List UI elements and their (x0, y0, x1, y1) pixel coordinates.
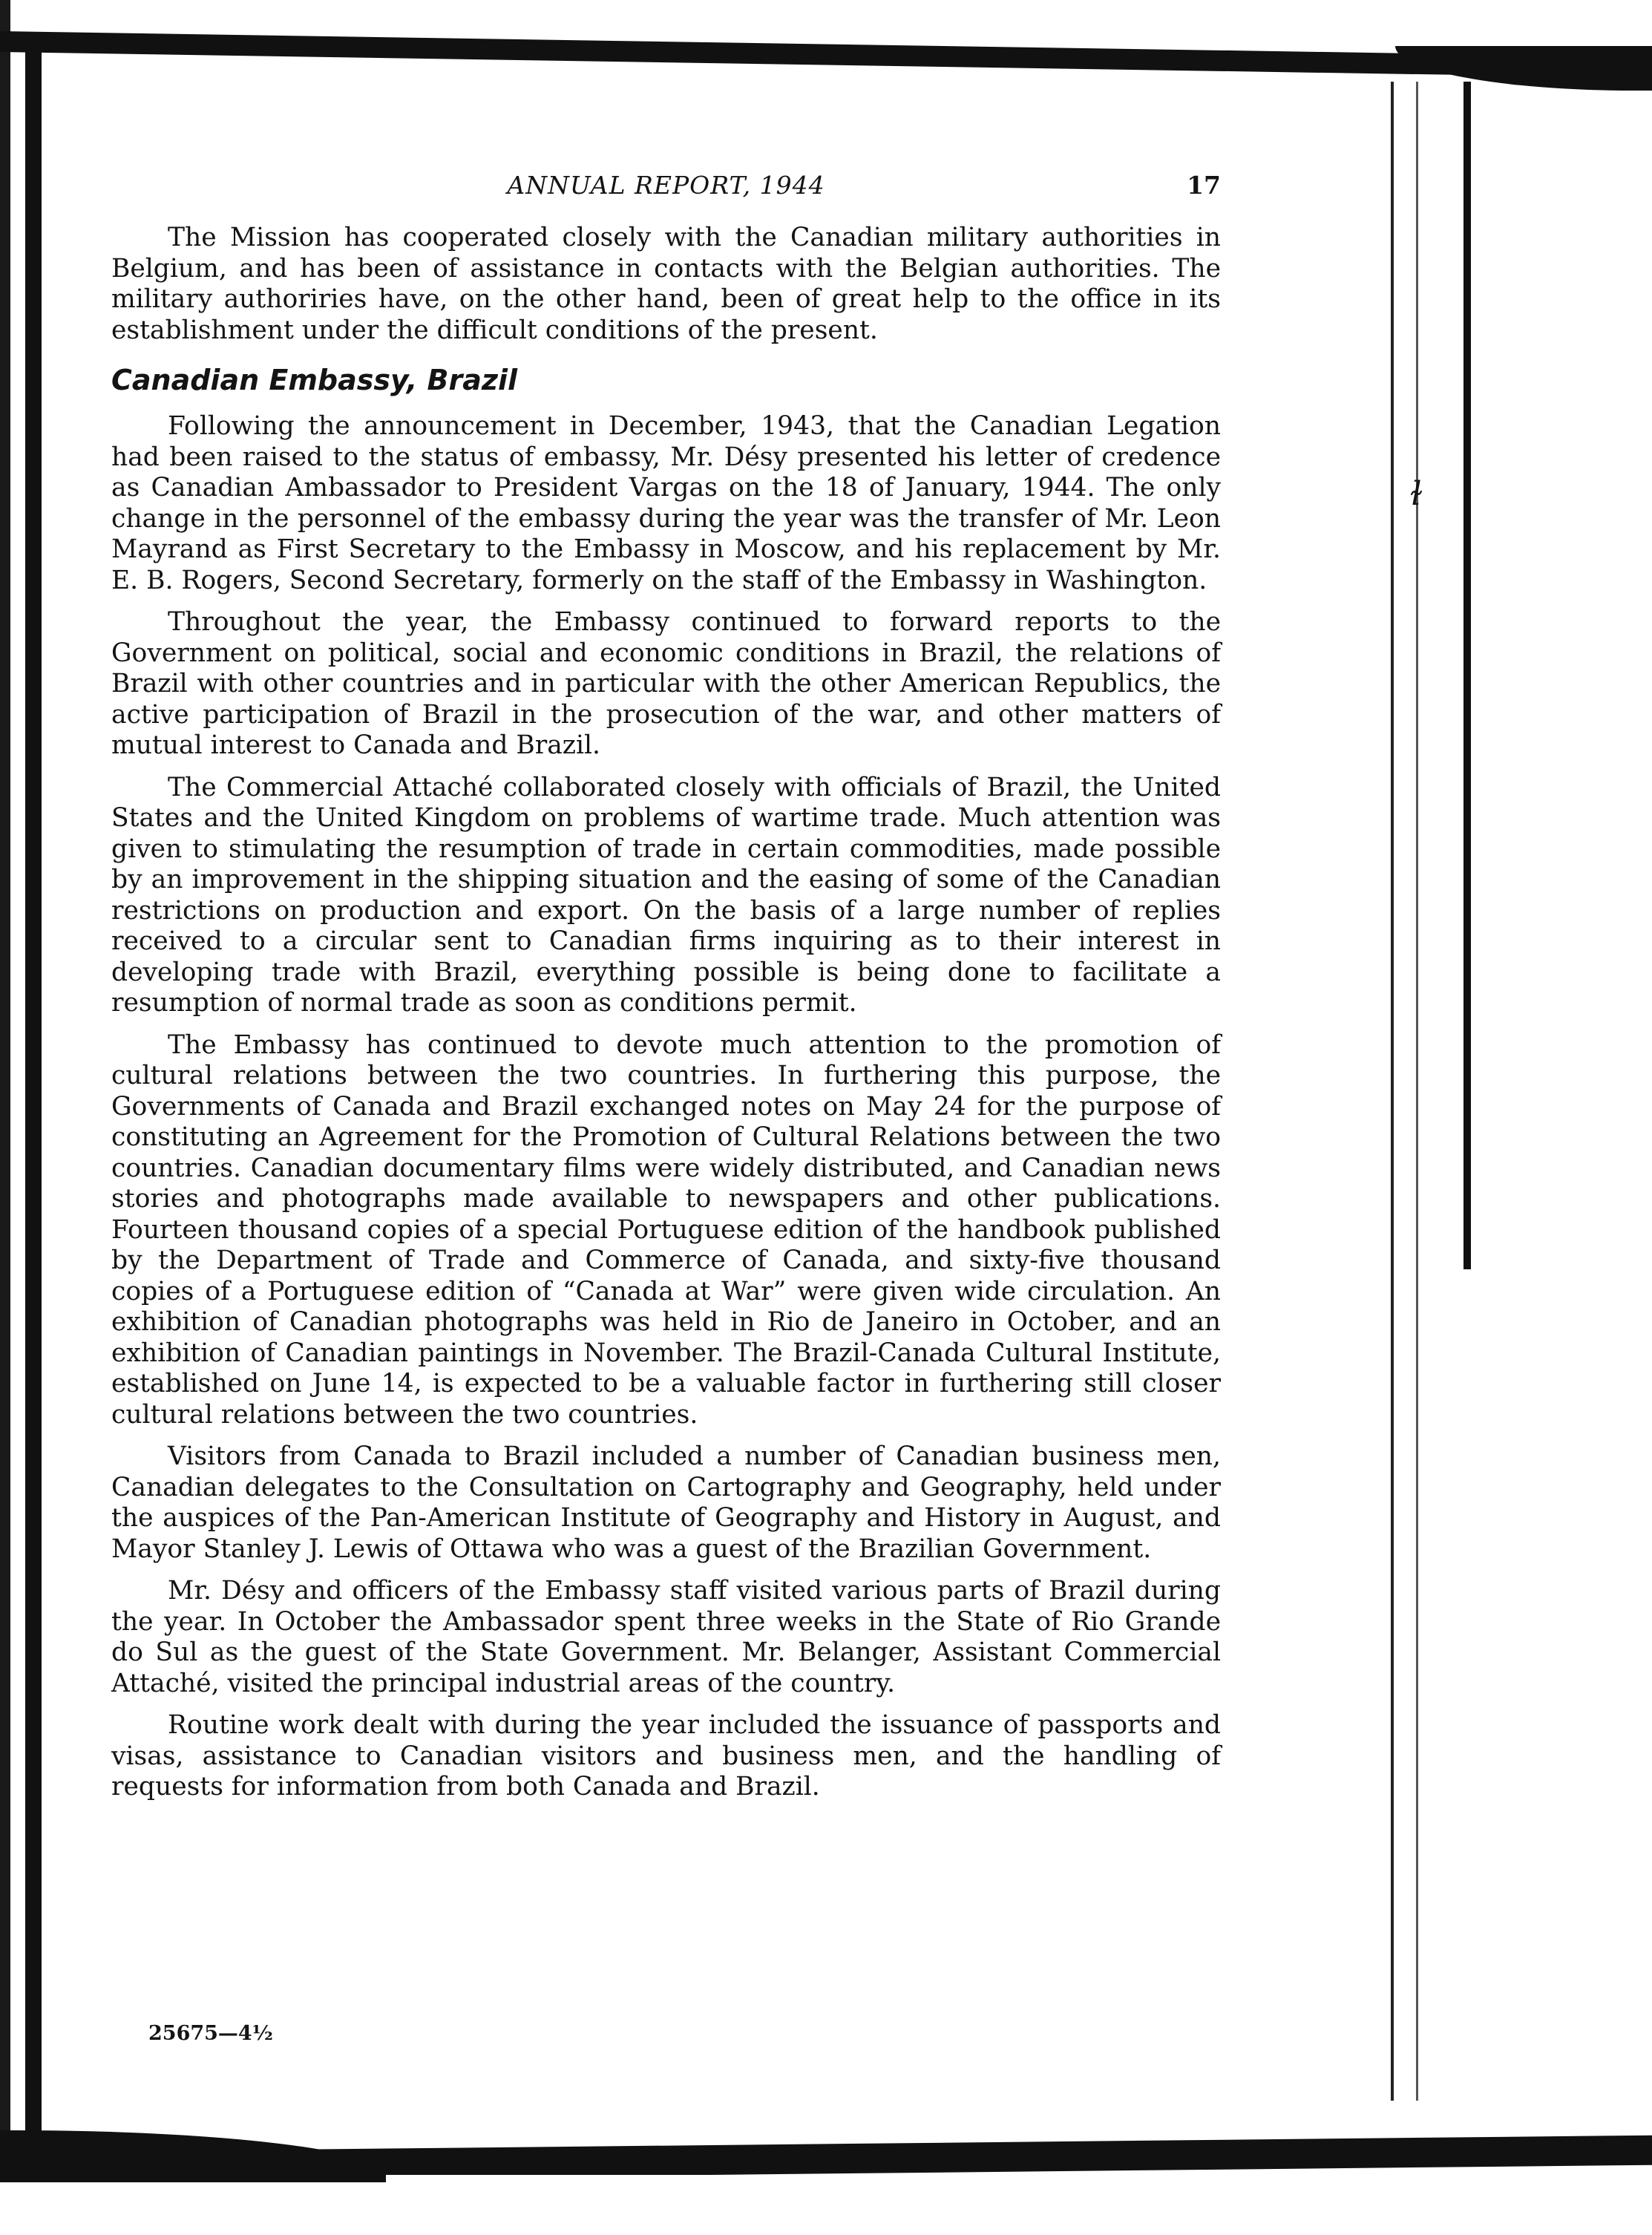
binding-border-left (25, 52, 42, 2175)
page-body (111, 223, 1221, 1814)
margin-rule-right (1391, 82, 1394, 2101)
paragraph-5: Visitors from Canada to Brazil included a number of Canadian business men, Canadian delegates to the Consultation on Cartography and Geography, held under the auspices of the Pan-American Institute of Geography and History in August, and Mayor Stanley J. Lewis of Ottawa who was a guest of the Brazilian Government. (111, 1442, 1221, 1564)
binding-border-top-curl (1395, 46, 1652, 91)
section-heading: Canadian Embassy, Brazil (111, 364, 518, 396)
binding-border-bottom-curl (0, 2130, 386, 2182)
margin-rule-right-thick (1463, 82, 1471, 1269)
margin-pen-mark: ɫ (1410, 475, 1423, 513)
paragraph-7: Routine work dealt with during the year included the issuance of passports and visas, assistance to Canadian visitors and business men, and the handling of requests for information from both Canada and Brazil. (111, 1710, 1221, 1802)
intro-paragraph: The Mission has cooperated closely with the Canadian military authorities in Belgium, and has been of assistance in contacts with the Belgian authorities. The military authoriries have, on the other hand, been of great help to the office in its establishment under the difficult conditions of the present. (111, 223, 1221, 345)
paragraph-3: The Commercial Attaché collaborated closely with officials of Brazil, the United States and the United Kingdom on problems of wartime trade. Much attention was given to stimulating the resumption of trade in certain commodities, made possible by an improvement in the shipping situation and the easing of some of the Canadian restrictions on production and export. On the basis of a large number of replies received to a circular sent to Canadian firms inquiring as to their interest in developing trade with Brazil, everything possible is being done to facilitate a resumption of normal trade as soon as conditions permit. (111, 772, 1221, 1018)
bottom-margin (0, 2175, 1652, 2235)
scan-edge-left (0, 0, 10, 2235)
paragraph-1: Following the announcement in December, 1943, that the Canadian Legation had been raised to the status of embassy, Mr. Désy presented his letter of credence as Canadian Ambassador to President Vargas on the 18 of January, 1944. The only change in the personnel of the embassy during the year was the transfer of Mr. Leon Mayrand as First Secretary to the Embassy in Moscow, and his replacement by Mr. E. B. Rogers, Second Secretary, formerly on the staff of the Embassy in Washington. (111, 411, 1221, 595)
page-header (111, 171, 1221, 215)
paragraph-6: Mr. Désy and officers of the Embassy staff visited various parts of Brazil during the year. In October the Ambassador spent three weeks in the State of Rio Grande do Sul as the guest of the State Government. Mr. Belanger, Assistant Commercial Attaché, visited the principal industrial areas of the country. (111, 1576, 1221, 1698)
page-number: 17 (1187, 171, 1221, 200)
running-head: ANNUAL REPORT, 1944 (507, 171, 825, 200)
margin-rule-right-faint (1416, 82, 1418, 2101)
printer-code: 25675—4½ (148, 2022, 273, 2045)
paragraph-2: Throughout the year, the Embassy continued to forward reports to the Government on political, social and economic conditions in Brazil, the relations of Brazil with other countries and in particular with the other American Republics, the active participation of Brazil in the prosecution of the war, and other matters of mutual interest to Canada and Brazil. (111, 607, 1221, 760)
paragraph-4: The Embassy has continued to devote much attention to the promotion of cultural relations between the two countries. In furthering this purpose, the Governments of Canada and Brazil exchanged notes on May 24 for the purpose of constituting an Agreement for the Promotion of Cultural Relations between the two countries. Canadian documentary films were widely distributed, and Canadian news stories and photographs made available to newspapers and other publications. Fourteen thousand copies of a special Portuguese edition of the handbook published by the Department of Trade and Commerce of Canada, and sixty-five thousand copies of a Portuguese edition of “Canada at War” were given wide circulation. An exhibition of Canadian photographs was held in Rio de Janeiro in October, and an exhibition of Canadian paintings in November. The Brazil-Canada Cultural Institute, established on June 14, is expected to be a valuable factor in furthering still closer cultural relations between the two countries. (111, 1030, 1221, 1430)
